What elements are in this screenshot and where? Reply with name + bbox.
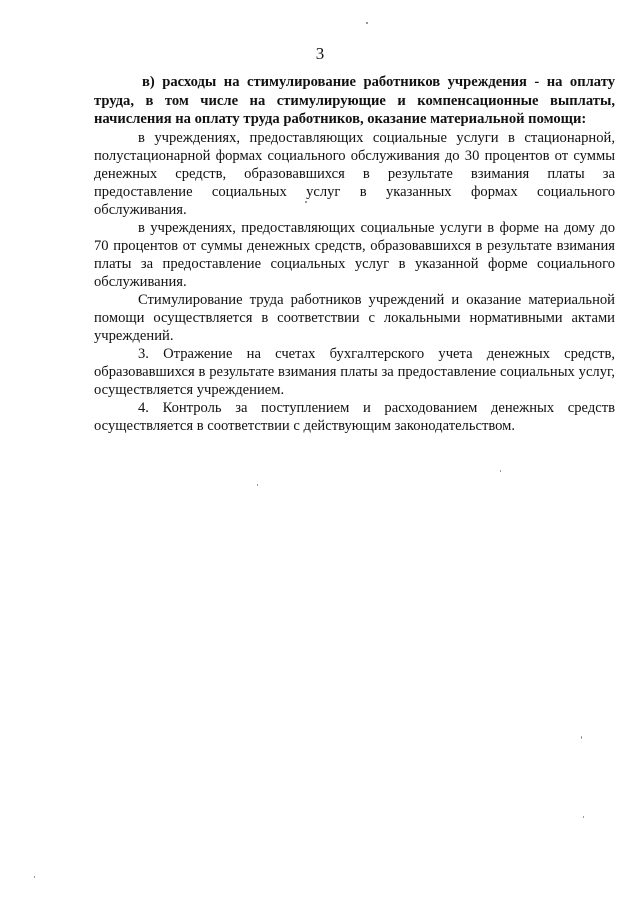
paragraph-staff-incentives: Стимулирование труда работников учреждений и оказание материальной помощи осуществляется в соответствии с локальными нормативными актами учреждений. bbox=[94, 291, 615, 344]
scan-speck bbox=[500, 470, 501, 472]
scan-speck bbox=[305, 201, 307, 203]
paragraph-home-care-institutions: в учреждениях, предоставляющих социальные услуги в форме на дому до 70 процентов от суммы денежных средств, образовавшихся в результате взимания платы за предоставление социальных услуг в указанной форме социального обслуживания. bbox=[94, 219, 615, 290]
scan-speck bbox=[581, 736, 582, 739]
page-number: 3 bbox=[315, 44, 325, 63]
scan-speck bbox=[366, 22, 368, 24]
paragraph-stationary-institutions: в учреждениях, предоставляющих социальные услуги в стационарной, полустационарной формах социального обслуживания до 30 процентов от суммы денежных средств, образовавшихся в результате взимания платы за предоставление социальных услуг в указанных формах социального обслуживания. bbox=[94, 129, 615, 218]
paragraph-accounting-records: 3. Отражение на счетах бухгалтерского учета денежных средств, образовавшихся в результате взимания платы за предоставление социальных услуг, осуществляется учреждением. bbox=[94, 345, 615, 398]
scan-speck bbox=[583, 816, 584, 818]
paragraph-control: 4. Контроль за поступлением и расходованием денежных средств осуществляется в соответствии с действующим законодательством. bbox=[94, 399, 615, 434]
scan-speck bbox=[34, 876, 35, 878]
paragraph-expenses-heading: в) расходы на стимулирование работников учреждения - на оплату труда, в том числе на стимулирующие и компенсационные выплаты, начисления на оплату труда работников, оказание материальной помощи: bbox=[94, 74, 615, 127]
document-body bbox=[94, 73, 615, 435]
scan-speck bbox=[257, 484, 258, 486]
